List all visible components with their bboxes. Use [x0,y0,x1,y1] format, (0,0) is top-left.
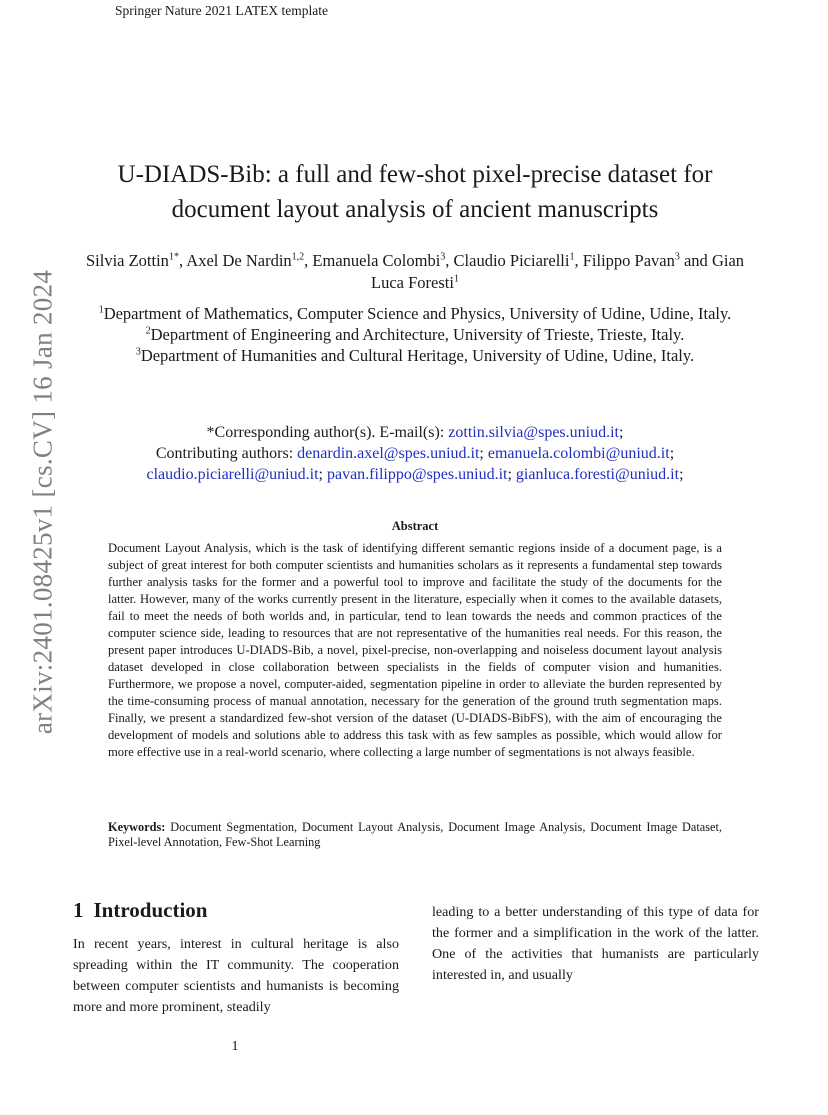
author-affil-mark: 1,2 [291,251,305,263]
abstract-text: Document Layout Analysis, which is the task of identifying different semantic regions inside of a document page, is a subject of great interest for both computer scientists and humanities scholars as it represents a fundamental step towards further analysis tasks for the former and a powerful tool to improve and facilitate the study of the documents for the latter. However, many of the works currently present in the literature, especially when it comes to the available datasets, fail to meet the needs of both worlds and, in particular, tend to lean towards the needs and common practices of the computer science side, leading to resources that are not representative of the humanities real needs. For this reason, the present paper introduces U-DIADS-Bib, a novel, pixel-precise, non-overlapping and noiseless document layout analysis dataset developed in close collaboration between specialists in the fields of computer vision and humanities. Furthermore, we propose a novel, computer-aided, segmentation pipeline in order to alleviate the burden represented by the time-consuming process of manual annotation, necessary for the generation of the ground truth segmentation maps. Finally, we present a standardized few-shot version of the dataset (U-DIADS-BibFS), with the aim of encouraging the development of models and solutions able to address this task with as few samples as possible, which would allow for more effective use in a real-world scenario, where collecting a large number of segmentations is not always feasible. [108,541,722,759]
affil-text: Department of Engineering and Architecture, University of Trieste, Trieste, Italy. [150,325,685,344]
author-name: Silvia Zottin [85,251,169,270]
corr-label: *Corresponding author(s). E-mail(s): [206,424,449,441]
email-link[interactable]: pavan.filippo@spes.uniud.it [326,466,508,483]
section-title: Introduction [93,898,208,922]
separator: ; [479,445,484,462]
keywords-label: Keywords: [108,820,166,834]
affiliation [80,303,750,324]
affil-mark: 2 [145,325,151,337]
paper-title [90,157,740,227]
header-text: Springer Nature 2021 LATEX template [115,3,328,18]
email-link[interactable]: zottin.silvia@spes.uniud.it [448,424,619,441]
title-line-2: document layout analysis of ancient manuscripts [171,196,659,223]
separator: ; [619,424,624,441]
author-name: Claudio Piciarelli [453,251,570,270]
contributing-line [80,443,750,464]
affil-text: Department of Mathematics, Computer Science and Physics, University of Udine, Udine, Italy. [103,304,732,323]
contact-block [80,422,750,485]
separator: , [304,251,313,270]
separator: ; [507,466,512,483]
separator: , [178,251,187,270]
separator: ; [669,445,675,462]
affiliations [80,303,750,366]
author-affil-mark: 1* [168,251,179,263]
author-affil-mark: 1 [453,273,459,285]
running-header [115,3,328,19]
author-affil-mark: 3 [674,251,680,263]
email-link[interactable]: emanuela.colombi@uniud.it [487,445,670,462]
email-link[interactable]: denardin.axel@spes.uniud.it [297,445,480,462]
affiliation [80,324,750,345]
separator: , [574,251,583,270]
author-affil-mark: 3 [440,251,446,263]
author-name: Axel De Nardin [186,251,292,270]
separator: ; [318,466,323,483]
affil-mark: 1 [98,304,104,316]
keywords-text: Document Segmentation, Document Layout Analysis, Document Image Analysis, Document Image Dataset, Pixel-level Annotation, Few-Shot Learning [108,820,722,849]
separator: , [445,251,454,270]
corresponding-line [80,422,750,443]
author-name: Emanuela Colombi [312,251,441,270]
email-link[interactable]: claudio.piciarelli@uniud.it [146,466,319,483]
section-number: 1 [73,898,84,922]
contributing-line-2 [80,464,750,485]
abstract-heading: Abstract [391,519,439,533]
affiliation [80,345,750,366]
separator: and [679,251,712,270]
page-number: 1 [231,1039,239,1054]
arxiv-stamp: arXiv:2401.08425v1 [cs.CV] 16 Jan 2024 [27,269,58,735]
author-name: Filippo Pavan [582,251,675,270]
author-affil-mark: 1 [569,251,575,263]
author-name: Gian Luca Foresti [371,251,745,292]
author-list [80,250,750,294]
separator: ; [679,466,684,483]
affil-text: Department of Humanities and Cultural Heritage, University of Udine, Udine, Italy. [140,346,695,365]
email-link[interactable]: gianluca.foresti@uniud.it [515,466,680,483]
contrib-label: Contributing authors: [155,445,298,462]
keywords [108,820,722,850]
affil-mark: 3 [135,346,141,358]
section-heading [73,898,207,923]
body-column-right: leading to a better understanding of this type of data for the former and a simplification in the work of the latter. One of the activities that humanists are particularly interested in, and usually [432,904,759,983]
body-column-left: In recent years, interest in cultural heritage is also spreading within the IT community. The cooperation between computer scientists and humanists is becoming more and more prominent, steadily [73,936,399,1015]
title-line-1: U-DIADS-Bib: a full and few-shot pixel-precise dataset for [117,161,713,188]
